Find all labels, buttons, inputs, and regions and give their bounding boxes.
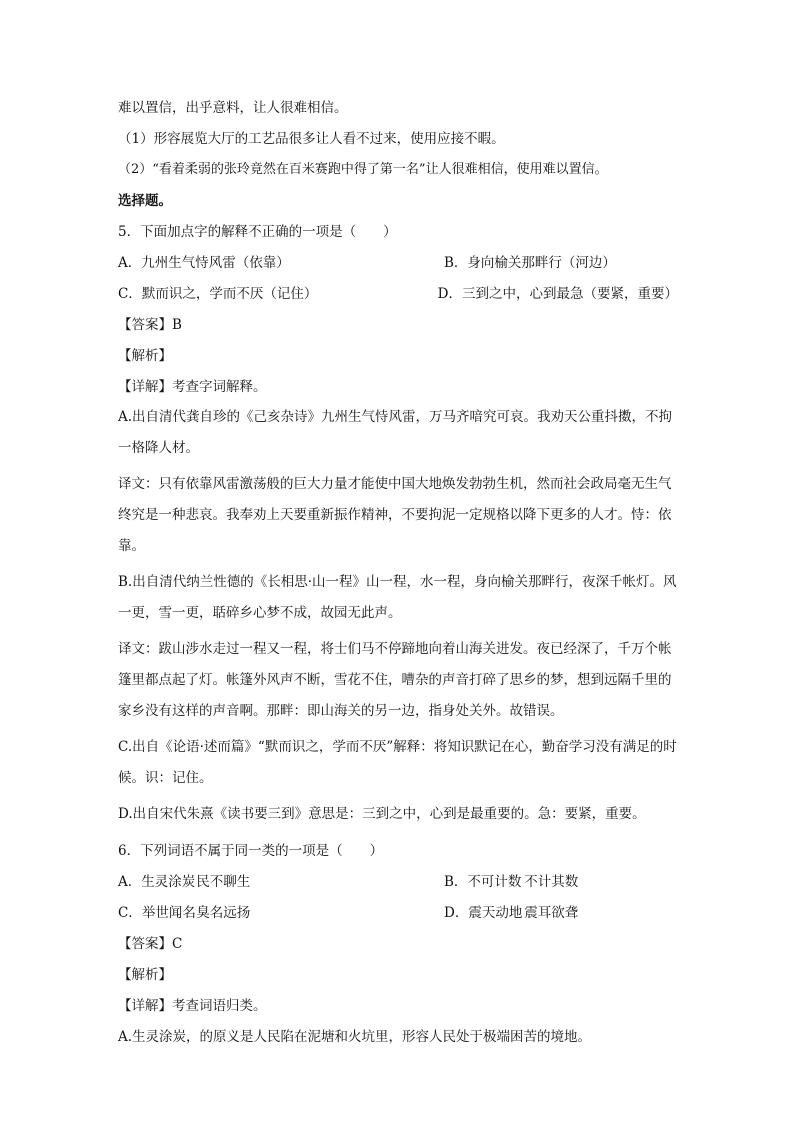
q6-option-c xyxy=(118,903,444,934)
q6-options-row-1 xyxy=(118,872,678,903)
q5-explain-a-translation: 译文：只有依靠风雷激荡般的巨大力量才能使中国大地焕发勃勃生机，然而社会政局毫无生气终究是一种悲哀。我奉劝上天要重新振作精神，不要拘泥一定规格以降下更多的人才。恃：依靠。 xyxy=(118,476,672,554)
q6-option-a xyxy=(118,872,444,903)
q5-option-d: D．三到之中，心到最急（要紧，重要） xyxy=(437,286,678,302)
q5-explain-b: B.出自清代纳兰性德的《长相思·山一程》山一程，水一程，身向榆关那畔行，夜深千帐灯。风一更，雪一更，聒碎乡心梦不成，故园无此声。 xyxy=(118,574,677,621)
q6-answer: 【答案】C xyxy=(118,936,183,952)
q6-detail-label: 【详解】考查词语归类。 xyxy=(118,998,267,1014)
q6-option-d-word-2: 震耳欲聋 xyxy=(524,905,579,921)
q6-option-d xyxy=(444,903,578,934)
q5-options-row-2 xyxy=(118,284,678,315)
q6-option-b xyxy=(444,872,578,903)
q6-option-a-word-1: A．生灵涂炭 xyxy=(118,874,196,890)
q6-option-c-word-1: C．举世闻名 xyxy=(118,905,196,921)
q5-detail-label: 【详解】考查字词解释。 xyxy=(118,379,267,395)
q5-explain-a: A.出自清代龚自珍的《己亥杂诗》九州生气恃风雷，万马齐喑究可哀。我劝天公重抖擞，不拘一格降人材。 xyxy=(118,409,673,456)
q6-explain-a: A.生灵涂炭，的原义是人民陷在泥塘和火坑里，形容人民处于极端困苦的境地。 xyxy=(118,1029,592,1045)
q6-option-b-word-2: 不计其数 xyxy=(524,874,579,890)
q6-stem: 6．下列词语不属于同一类的一项是（ ） xyxy=(118,843,384,859)
q6-option-a-word-2: 民不聊生 xyxy=(196,874,251,890)
q5-answer: 【答案】B xyxy=(118,317,182,333)
q6-options-row-2 xyxy=(118,903,678,934)
q5-explain-b-translation: 译文：跋山涉水走过一程又一程，将士们马不停蹄地向着山海关进发。夜已经深了，千万个帐篷里都点起了灯。帐篷外风声不断，雪花不住，嘈杂的声音打碎了思乡的梦，想到远隔千里的家乡没有这样的声音啊。那畔：即山海关的另一边，指身处关外。故错误。 xyxy=(118,641,672,719)
q5-explain-c: C.出自《论语·述而篇》“默而识之，学而不厌”解释：将知识默记在心，勤奋学习没有满足的时候。识：记住。 xyxy=(118,739,677,786)
intro-line-1: 难以置信，出乎意料，让人很难相信。 xyxy=(118,100,348,116)
q6-option-b-word-1: B．不可计数 xyxy=(444,874,522,890)
q5-option-b: B．身向榆关那畔行（河边） xyxy=(444,255,616,271)
q6-option-d-word-1: D．震天动地 xyxy=(444,905,523,921)
q5-option-c: C．默而识之，学而不厌（记住） xyxy=(118,286,318,302)
q6-analysis-label: 【解析】 xyxy=(118,967,172,983)
q5-stem: 5．下面加点字的解释不正确的一项是（ ） xyxy=(118,224,397,240)
document-page xyxy=(118,98,678,1058)
intro-line-3: （2）“看着柔弱的张玲竟然在百米赛跑中得了第一名”让人很难相信，使用难以置信。 xyxy=(118,162,608,177)
q5-explain-d: D.出自宋代朱熹《读书要三到》意思是：三到之中，心到是最重要的。急：要紧，重要。 xyxy=(118,806,646,822)
q5-analysis-label: 【解析】 xyxy=(118,348,172,364)
q6-option-c-word-2: 臭名远扬 xyxy=(196,905,251,921)
q5-option-a: A．九州生气恃风雷（依靠） xyxy=(118,255,290,271)
intro-line-2: （1）形容展览大厅的工艺品很多让人看不过来，使用应接不暇。 xyxy=(118,131,505,147)
q5-options-row-1 xyxy=(118,253,678,284)
section-title: 选择题。 xyxy=(118,193,172,209)
